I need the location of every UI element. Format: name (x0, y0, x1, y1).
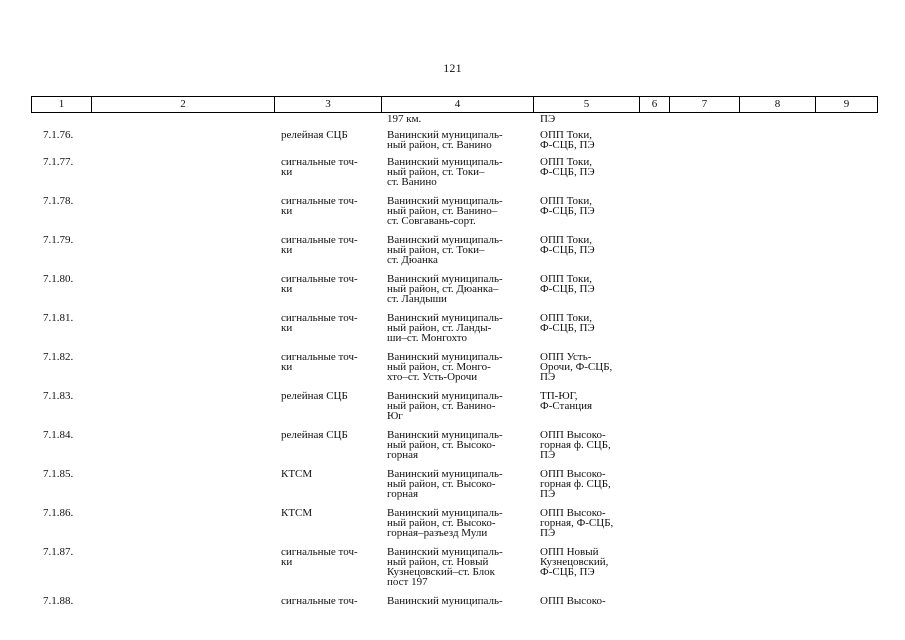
location: Ванинский муниципаль- ный район, ст. Новый Кузнецовский–ст. Блок пост 197 (387, 546, 503, 588)
power-source: ТП-ЮГ, Ф-Станция (540, 390, 593, 412)
equipment-type: релейная СЦБ (281, 429, 348, 441)
power-source: ОПП Токи, Ф-СЦБ, ПЭ (540, 129, 595, 151)
column-number-header (31, 96, 878, 113)
item-number: 7.1.87. (43, 546, 74, 558)
equipment-type: релейная СЦБ (281, 390, 348, 402)
column-number-9: 9 (816, 97, 878, 113)
item-number: 7.1.79. (43, 234, 74, 246)
location: Ванинский муниципаль- ный район, ст. Дюанка– ст. Ландыши (387, 273, 503, 305)
power-source: ОПП Токи, Ф-СЦБ, ПЭ (540, 312, 595, 334)
location: Ванинский муниципаль- ный район, ст. Токи– ст. Ванино (387, 156, 503, 188)
power-source: ОПП Усть- Орочи, Ф-СЦБ, ПЭ (540, 351, 613, 383)
item-number: 7.1.86. (43, 507, 74, 519)
equipment-type: релейная СЦБ (281, 129, 348, 141)
location: Ванинский муниципаль- ный район, ст. Токи– ст. Дюанка (387, 234, 503, 266)
power-source: ОПП Высоко- (540, 595, 606, 607)
equipment-type: сигнальные точ- ки (281, 156, 358, 178)
location: Ванинский муниципаль- ный район, ст. Ванино (387, 129, 503, 151)
equipment-type: сигнальные точ- ки (281, 234, 358, 256)
equipment-type: КТСМ (281, 507, 313, 519)
column-number-3: 3 (275, 97, 382, 113)
item-number: 7.1.77. (43, 156, 74, 168)
location: Ванинский муниципаль- (387, 595, 503, 607)
location: Ванинский муниципаль- ный район, ст. Монго- хто–ст. Усть-Орочи (387, 351, 503, 383)
item-number: 7.1.78. (43, 195, 74, 207)
item-number: 7.1.76. (43, 129, 74, 141)
power-source: ОПП Токи, Ф-СЦБ, ПЭ (540, 234, 595, 256)
column-number-6: 6 (640, 97, 670, 113)
power-source: ОПП Высоко- горная, Ф-СЦБ, ПЭ (540, 507, 614, 539)
equipment-type: сигнальные точ- ки (281, 273, 358, 295)
item-number: 7.1.81. (43, 312, 74, 324)
equipment-type: сигнальные точ- ки (281, 546, 358, 568)
continued-location: 197 км. (387, 113, 422, 125)
column-number-8: 8 (740, 97, 816, 113)
column-number-5: 5 (534, 97, 640, 113)
location: Ванинский муниципаль- ный район, ст. Высоко- горная (387, 468, 503, 500)
column-number-4: 4 (382, 97, 534, 113)
item-number: 7.1.88. (43, 595, 74, 607)
location: Ванинский муниципаль- ный район, ст. Ланды- ши–ст. Монгохто (387, 312, 503, 344)
continued-source: ПЭ (540, 113, 556, 125)
item-number: 7.1.85. (43, 468, 74, 480)
location: Ванинский муниципаль- ный район, ст. Ванино- Юг (387, 390, 503, 422)
power-source: ОПП Высоко- горная ф. СЦБ, ПЭ (540, 429, 611, 461)
power-source: ОПП Токи, Ф-СЦБ, ПЭ (540, 273, 595, 295)
item-number: 7.1.80. (43, 273, 74, 285)
power-source: ОПП Высоко- горная ф. СЦБ, ПЭ (540, 468, 611, 500)
column-number-2: 2 (92, 97, 275, 113)
equipment-type: сигнальные точ- ки (281, 351, 358, 373)
power-source: ОПП Токи, Ф-СЦБ, ПЭ (540, 156, 595, 178)
equipment-type: сигнальные точ- ки (281, 195, 358, 217)
equipment-type: сигнальные точ- ки (281, 312, 358, 334)
page-number: 121 (443, 61, 462, 75)
item-number: 7.1.84. (43, 429, 74, 441)
location: Ванинский муниципаль- ный район, ст. Высоко- горная (387, 429, 503, 461)
column-number-7: 7 (670, 97, 740, 113)
column-number-1: 1 (32, 97, 92, 113)
power-source: ОПП Токи, Ф-СЦБ, ПЭ (540, 195, 595, 217)
location: Ванинский муниципаль- ный район, ст. Ванино– ст. Совгавань-сорт. (387, 195, 503, 227)
power-source: ОПП Новый Кузнецовский, Ф-СЦБ, ПЭ (540, 546, 609, 578)
item-number: 7.1.82. (43, 351, 74, 363)
equipment-type: КТСМ (281, 468, 313, 480)
equipment-type: сигнальные точ- (281, 595, 358, 607)
location: Ванинский муниципаль- ный район, ст. Высоко- горная–разъезд Мули (387, 507, 503, 539)
item-number: 7.1.83. (43, 390, 74, 402)
